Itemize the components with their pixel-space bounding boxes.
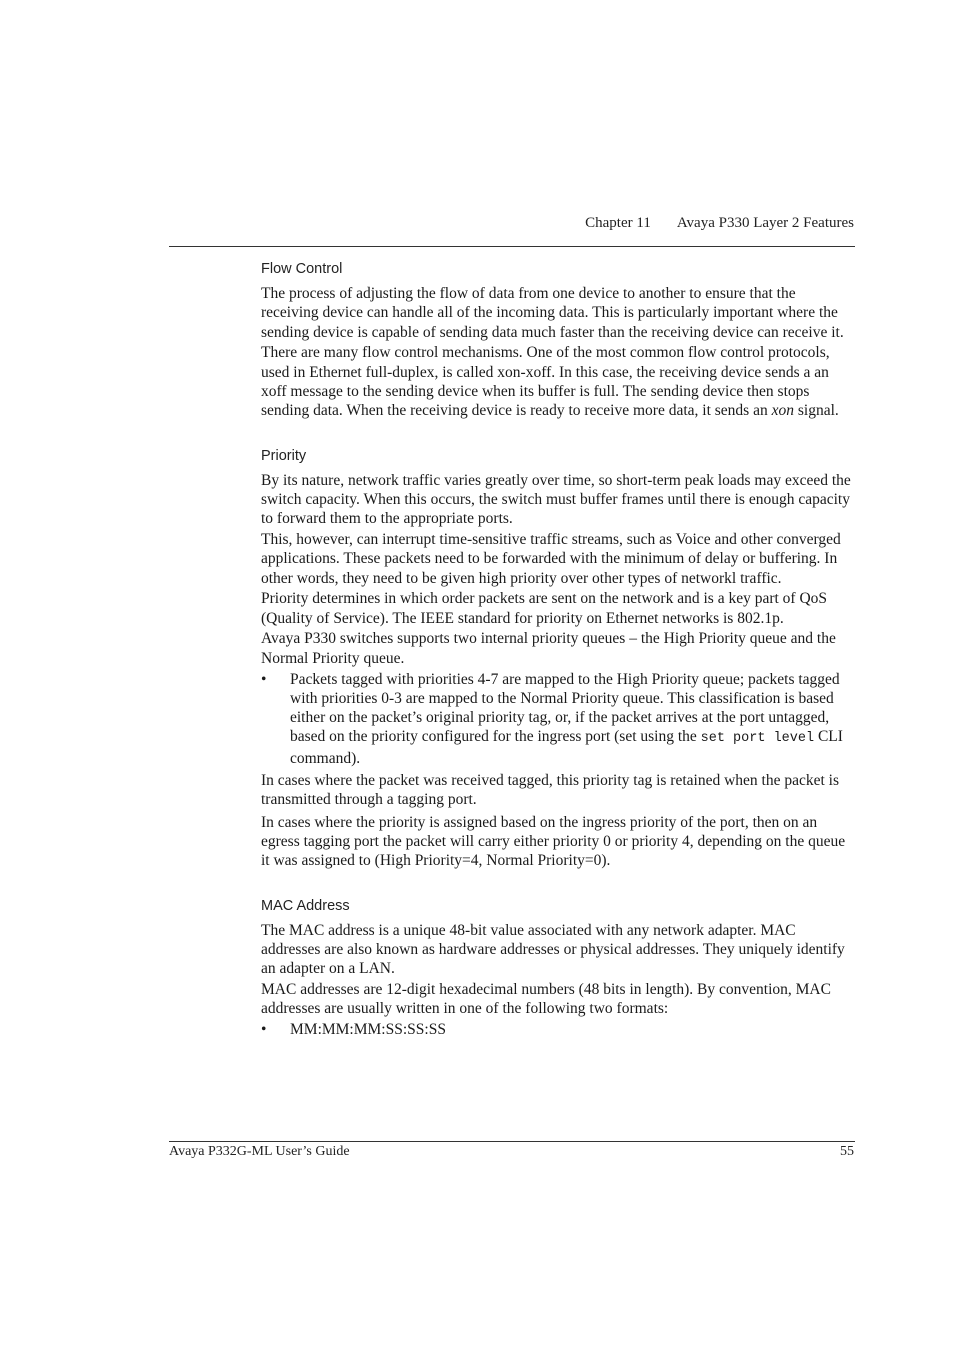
text-run: There are many flow control mechanisms. One of the most common flow control protocols, used in Ethernet full-duplex, is called xon-xoff. In this case, the receiving device sends a an xoff message to the sending device when its buffer is full. The sending device then stops sending data. When the receiving device is ready to receive more data, it sends an — [261, 344, 830, 420]
section-flow-control — [261, 260, 857, 421]
paragraph: By its nature, network traffic varies greatly over time, so short-term peak loads may exceed the switch capacity. When this occurs, the switch must buffer frames until there is enough capacity to forward them to the appropriate ports. — [261, 471, 851, 528]
bullet-icon: • — [261, 670, 267, 688]
paragraph: Avaya P330 switches supports two internal priority queues – the High Priority queue and the Normal Priority queue. — [261, 630, 836, 667]
text-run: CLI command). — [290, 728, 843, 767]
section-title: Priority — [261, 447, 307, 464]
running-header — [585, 215, 854, 232]
paragraph: The MAC address is a unique 48-bit value associated with any network adapter. MAC addresses are also known as hardware addresses or physical addresses. They uniquely identify an adapter on a LAN. — [261, 921, 845, 978]
section-priority — [261, 447, 857, 871]
page-number: 55 — [840, 1144, 854, 1159]
italic-term: xon — [771, 402, 794, 420]
bullet-icon: • — [261, 1021, 267, 1038]
paragraph: MAC addresses are 12-digit hexadecimal numbers (48 bits in length). By convention, MAC addresses are usually written in one of the following two formats: — [261, 980, 831, 1018]
paragraph: In cases where the packet was received tagged, this priority tag is retained when the packet is transmitted through a tagging port. — [261, 772, 840, 809]
section-title: MAC Address — [261, 897, 350, 914]
footer-rule — [169, 1141, 855, 1142]
paragraph: In cases where the priority is assigned based on the ingress priority of the port, then on an egress tagging port the packet will carry either priority 0 or priority 4, depending on the queue it was assigned to (High Priority=4, Normal Priority=0). — [261, 813, 846, 870]
paragraph: This, however, can interrupt time-sensitive traffic streams, such as Voice and other converged applications. These packets need to be forwarded with the minimum of delay or buffering. In other words, they need to be given high priority over other types of networkl traffic. — [261, 530, 841, 587]
bullet-list — [261, 670, 857, 768]
section-mac-address — [261, 897, 857, 1040]
header-title: Avaya P330 Layer 2 Features — [676, 215, 854, 231]
bullet-list — [261, 1020, 857, 1039]
main-content — [261, 260, 857, 1042]
paragraph: The process of adjusting the flow of data from one device to another to ensure that the receiving device can handle all of the incoming data. This is particularly important where the sending device is capable of sending data much faster than the receiving device can receive it. — [261, 285, 844, 341]
text-run: Packets tagged with priorities 4-7 are mapped to the High Priority queue; packets tagged with priorities 0-3 are mapped to the Normal Priority queue. This classification is based either on the packet’s original priority tag, or, if the packet arrives at the port untagged, based on the priority configured for the ingress port (set using the — [290, 670, 840, 746]
paragraph — [261, 343, 857, 420]
header-rule — [169, 246, 855, 247]
section-title: Flow Control — [261, 261, 343, 277]
text-run: signal. — [793, 402, 839, 420]
text-run: MM:MM:MM:SS:SS:SS — [290, 1021, 446, 1038]
code-command: set port level — [700, 731, 815, 747]
list-item — [261, 670, 857, 768]
footer-guide-title: Avaya P332G-ML User’s Guide — [169, 1144, 350, 1159]
header-chapter: Chapter 11 — [585, 215, 651, 231]
list-item — [261, 1020, 857, 1039]
paragraph: Priority determines in which order packets are sent on the network and is a key part of QoS (Quality of Service). The IEEE standard for priority on Ethernet networks is 802.1p. — [261, 590, 828, 627]
